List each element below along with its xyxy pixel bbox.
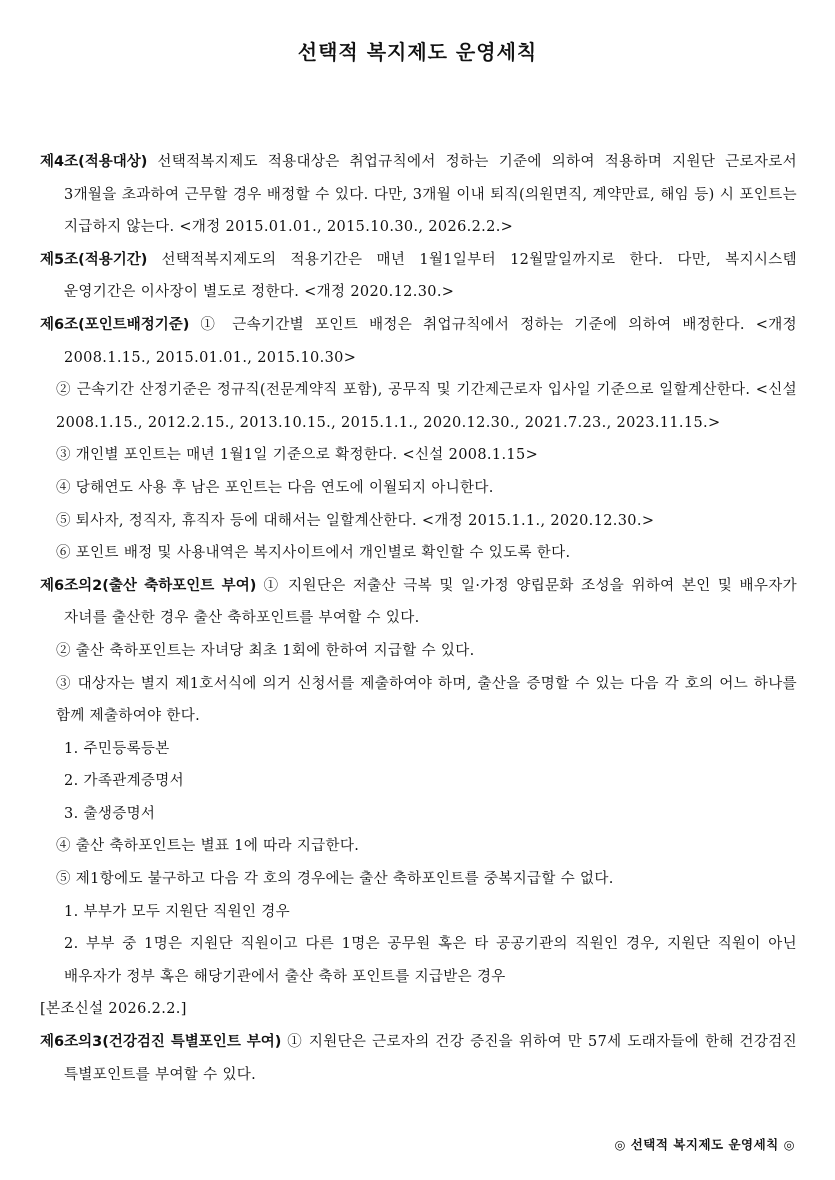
list-item: 3. 출생증명서 [64,805,156,822]
article-6-2 [40,570,797,635]
amendment-note: [본조신설 2026.2.2.] [40,1001,187,1018]
article-text: ① 지원단은 근로자의 건강 증진을 위하여 만 57세 도래자들에 한해 건강검진 특별포인트를 부여할 수 있다. [64,1034,797,1083]
article-text: 선택적복지제도 적용대상은 취업규칙에서 정하는 기준에 의하여 적용하며 지원단 근로자로서 3개월을 초과하여 근무할 경우 배정할 수 있다. 다만, 3개월 이내 퇴직(의원면직, 계약만료, 해임 등) 시 포인트는 지급하지 않는다. <개정 2015.01.01., 2015.10.30., 2026.2.2.> [64,154,797,236]
paragraph: ⑤ 제1항에도 불구하고 다음 각 호의 경우에는 출산 축하포인트를 중복지급할 수 없다. [56,871,614,888]
article-4 [40,146,797,244]
paragraph: ③ 개인별 포인트는 매년 1월1일 기준으로 확정한다. <신설 2008.1.15> [56,447,539,464]
paragraph: ③ 대상자는 별지 제1호서식에 의거 신청서를 제출하여야 하며, 출산을 증명할 수 있는 다음 각 호의 어느 하나를 함께 제출하여야 한다. [56,675,797,725]
document-body [40,146,797,1091]
paragraph: ④ 당해연도 사용 후 남은 포인트는 다음 연도에 이월되지 아니한다. [56,479,494,496]
article-heading: 제4조(적용대상) [40,154,148,170]
article-heading: 제6조(포인트배정기준) [40,316,190,333]
list-item: 1. 주민등록등본 [64,740,170,757]
paragraph: ② 근속기간 산정기준은 정규직(전문계약직 포함), 공무직 및 기간제근로자 입사일 기준으로 일할계산한다. <신설 2008.1.15., 2012.2.15., 2013.10.15., 2015.1.1., 2020.12.30., 2021.7.23., 2023.11.15.> [56,382,797,431]
article-heading: 제6조의2(출산 축하포인트 부여) [40,577,257,594]
article-6-3 [40,1026,797,1091]
article-heading: 제6조의3(건강검진 특별포인트 부여) [40,1034,282,1051]
article-6 [40,309,797,374]
document-title: 선택적 복지제도 운영세칙 [297,40,538,64]
article-heading: 제5조(적용기간) [40,251,148,268]
article-text: ① 근속기간별 포인트 배정은 취업규칙에서 정하는 기준에 의하여 배정한다. <개정 2008.1.15., 2015.01.01., 2015.10.30> [64,316,797,366]
paragraph: ④ 출산 축하포인트는 별표 1에 따라 지급한다. [56,838,360,855]
list-item: 1. 부부가 모두 지원단 직원인 경우 [64,903,290,920]
paragraph: ② 출산 축하포인트는 자녀당 최초 1회에 한하여 지급할 수 있다. [56,642,475,659]
article-text: 선택적복지제도의 적용기간은 매년 1월1일부터 12월말일까지로 한다. 다만, 복지시스템 운영기간은 이사장이 별도로 정한다. <개정 2020.12.30.> [64,251,797,301]
paragraph: ⑥ 포인트 배정 및 사용내역은 복지사이트에서 개인별로 확인할 수 있도록 한다. [56,545,571,562]
list-item: 2. 가족관계증명서 [64,773,184,790]
list-item: 2. 부부 중 1명은 지원단 직원이고 다른 1명은 공무원 혹은 타 공공기관의 직원인 경우, 지원단 직원이 아닌 배우자가 정부 혹은 해당기관에서 출산 축하 포인트를 지급받은 경우 [64,936,797,985]
page-footer: ◎ 선택적 복지제도 운영세칙 ◎ [614,1137,795,1152]
paragraph: ⑤ 퇴사자, 정직자, 휴직자 등에 대해서는 일할계산한다. <개정 2015.1.1., 2020.12.30.> [56,512,655,529]
article-5 [40,244,797,309]
article-text: ① 지원단은 저출산 극복 및 일·가정 양립문화 조성을 위하여 본인 및 배우자가 자녀를 출산한 경우 출산 축하포인트를 부여할 수 있다. [64,577,797,627]
